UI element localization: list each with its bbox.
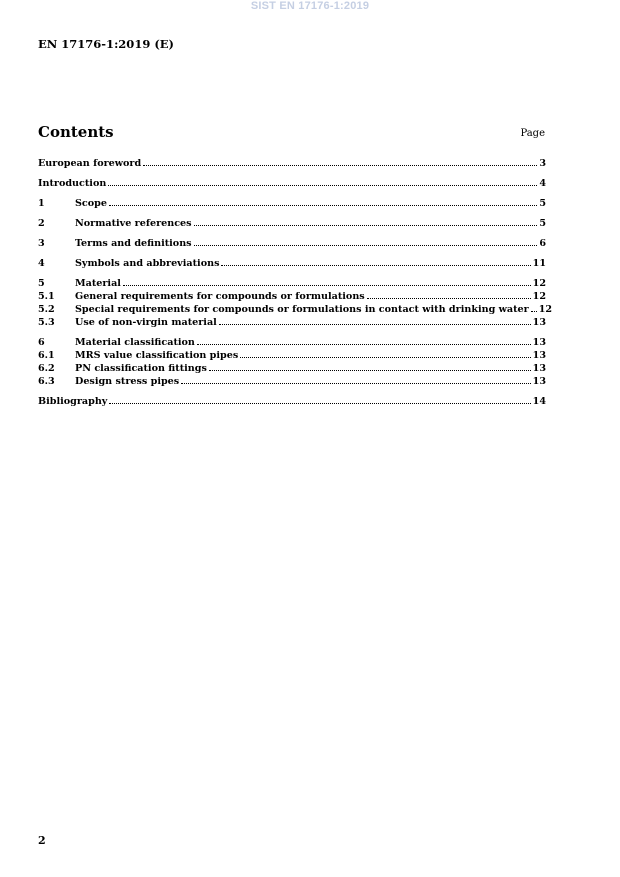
toc-entry-terms-and-definitions[interactable] xyxy=(38,236,546,249)
toc-entry-page: 14 xyxy=(532,396,546,407)
toc-entry-number: 6.1 xyxy=(38,350,55,361)
toc-entry-title: Material classification xyxy=(75,337,195,348)
leader-dots xyxy=(367,289,531,299)
toc-entry-page: 13 xyxy=(532,363,546,374)
toc-entry-title: PN classification fittings xyxy=(75,363,207,374)
toc-entry-title: Symbols and abbreviations xyxy=(75,258,220,269)
toc-entry-general-requirements[interactable] xyxy=(38,289,546,302)
toc-entry-number: 5 xyxy=(38,278,45,289)
toc-entry-non-virgin-material[interactable] xyxy=(38,315,546,328)
document-id: EN 17176-1:2019 (E) xyxy=(38,37,174,51)
toc-entry-title: Use of non-virgin material xyxy=(75,317,217,328)
toc-entry-number: 3 xyxy=(38,238,45,249)
page-number: 2 xyxy=(38,834,46,847)
toc-entry-page: 6 xyxy=(539,238,546,249)
leader-dots xyxy=(181,374,530,384)
toc-entry-title: MRS value classification pipes xyxy=(75,350,239,361)
toc-entry-number: 5.1 xyxy=(38,291,55,302)
leader-dots xyxy=(531,302,537,312)
leader-dots xyxy=(123,276,531,286)
table-of-contents xyxy=(38,156,553,407)
toc-entry-title: European foreword xyxy=(38,158,142,169)
leader-dots xyxy=(109,196,537,206)
toc-entry-number: 2 xyxy=(38,218,45,229)
toc-entry-number: 4 xyxy=(38,258,45,269)
page-column-label: Page xyxy=(520,128,545,139)
leader-dots xyxy=(194,236,538,246)
leader-dots xyxy=(221,256,530,266)
toc-entry-page: 3 xyxy=(539,158,546,169)
toc-entry-material[interactable] xyxy=(38,276,546,289)
toc-entry-material-classification[interactable] xyxy=(38,335,546,348)
toc-entry-introduction[interactable] xyxy=(38,176,546,189)
toc-entry-page: 12 xyxy=(532,278,546,289)
toc-entry-title: Introduction xyxy=(38,178,107,189)
toc-entry-mrs-value-classification[interactable] xyxy=(38,348,546,361)
toc-entry-page: 13 xyxy=(532,337,546,348)
toc-entry-page: 12 xyxy=(532,291,546,302)
watermark: SIST EN 17176-1:2019 xyxy=(250,0,370,12)
toc-entry-scope[interactable] xyxy=(38,196,546,209)
toc-entry-page: 13 xyxy=(532,376,546,387)
toc-entry-title: Bibliography xyxy=(38,396,108,407)
leader-dots xyxy=(109,394,530,404)
leader-dots xyxy=(197,335,531,345)
toc-entry-symbols-and-abbreviations[interactable] xyxy=(38,256,546,269)
toc-entry-page: 13 xyxy=(532,317,546,328)
toc-entry-number: 5.3 xyxy=(38,317,55,328)
toc-entry-title: Design stress pipes xyxy=(75,376,180,387)
toc-entry-pn-classification[interactable] xyxy=(38,361,546,374)
toc-entry-title: Normative references xyxy=(75,218,192,229)
toc-entry-bibliography[interactable] xyxy=(38,394,546,407)
leader-dots xyxy=(209,361,531,371)
toc-entry-european-foreword[interactable] xyxy=(38,156,546,169)
leader-dots xyxy=(108,176,537,186)
toc-entry-number: 6 xyxy=(38,337,45,348)
toc-entry-page: 12 xyxy=(538,304,553,315)
toc-entry-number: 6.2 xyxy=(38,363,55,374)
leader-dots xyxy=(219,315,531,325)
toc-entry-special-requirements[interactable] xyxy=(38,302,553,315)
leader-dots xyxy=(194,216,538,226)
toc-entry-title: Special requirements for compounds or formulations in contact with drinking water xyxy=(75,304,529,315)
toc-entry-number: 6.3 xyxy=(38,376,55,387)
toc-entry-title: Material xyxy=(75,278,121,289)
toc-entry-title: Terms and definitions xyxy=(75,238,192,249)
toc-entry-number: 5.2 xyxy=(38,304,55,315)
toc-entry-normative-references[interactable] xyxy=(38,216,546,229)
contents-title: Contents xyxy=(38,123,114,141)
leader-dots xyxy=(143,156,537,166)
toc-entry-number: 1 xyxy=(38,198,45,209)
toc-entry-page: 5 xyxy=(539,218,546,229)
toc-entry-page: 5 xyxy=(539,198,546,209)
toc-entry-title: Scope xyxy=(75,198,107,209)
leader-dots xyxy=(240,348,530,358)
toc-entry-design-stress[interactable] xyxy=(38,374,546,387)
toc-entry-page: 13 xyxy=(532,350,546,361)
toc-entry-page: 11 xyxy=(532,258,546,269)
toc-entry-page: 4 xyxy=(539,178,546,189)
toc-entry-title: General requirements for compounds or formulations xyxy=(75,291,365,302)
